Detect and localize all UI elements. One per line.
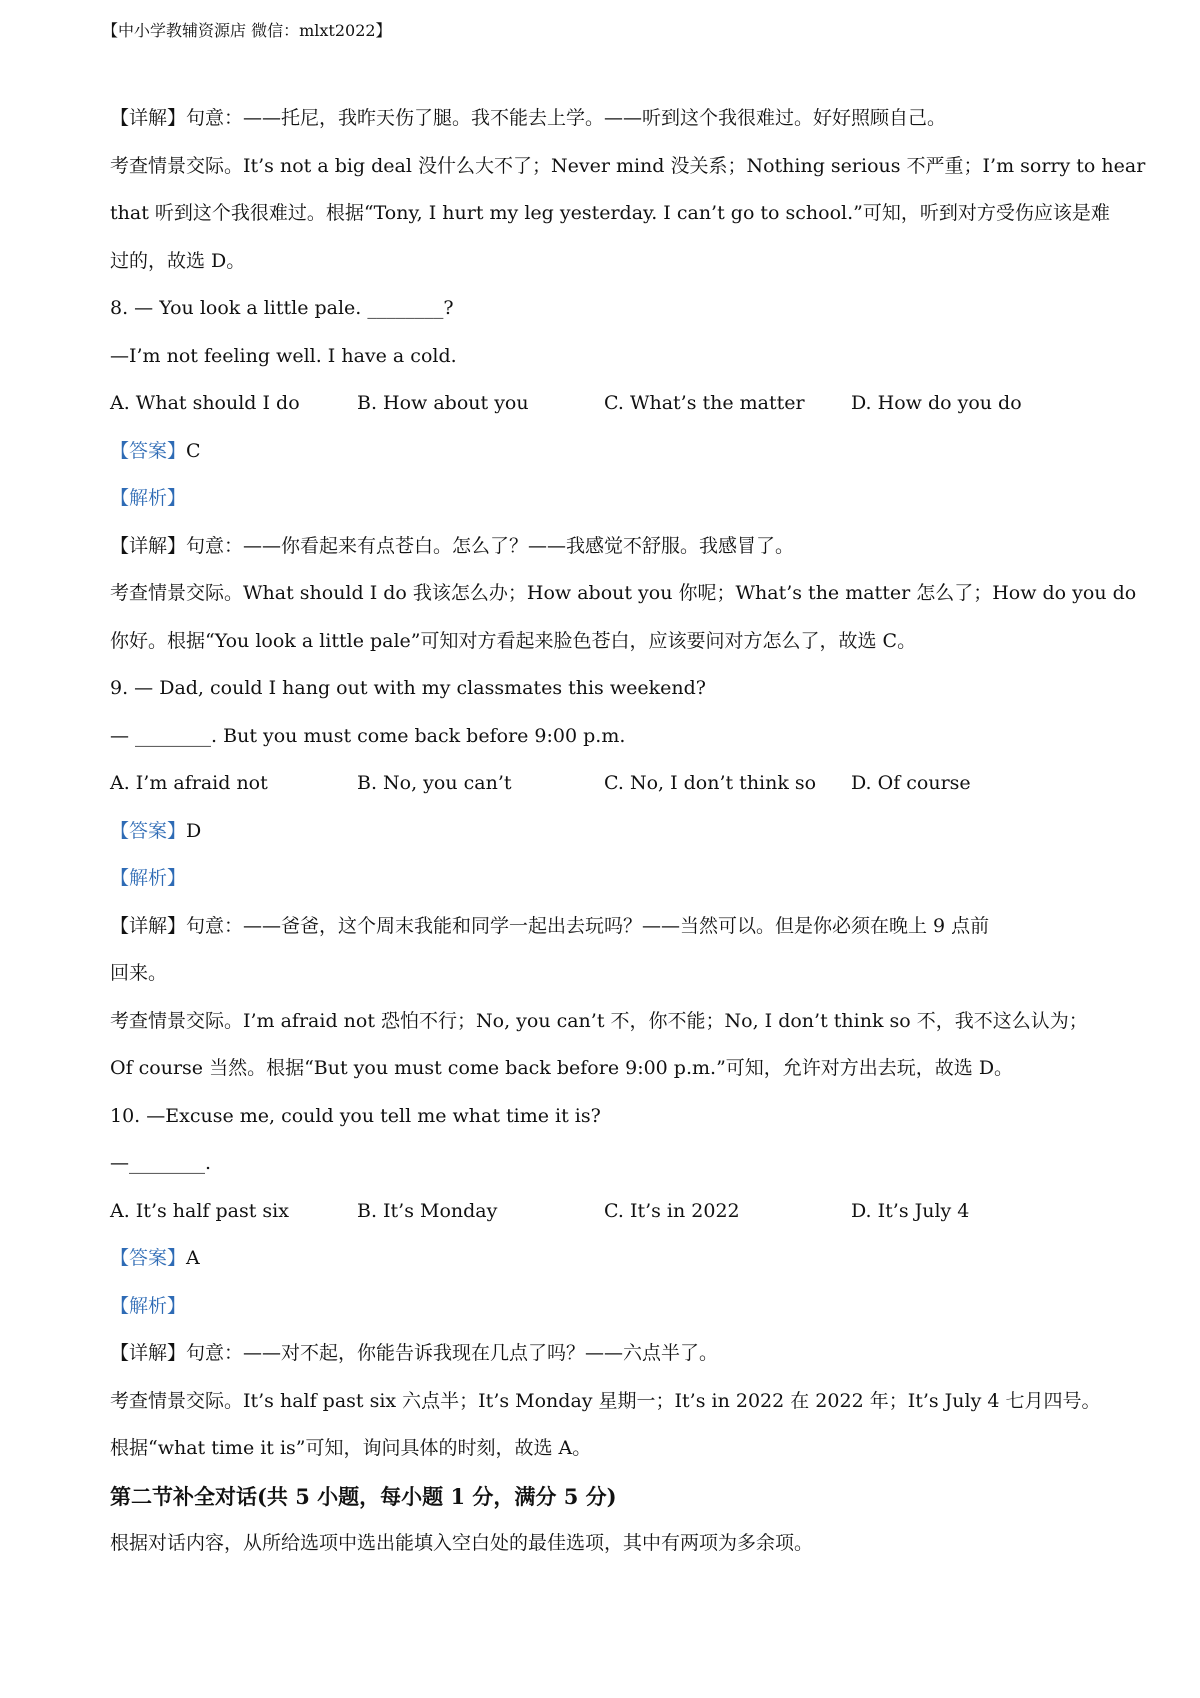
q8-answer	[110, 428, 1100, 476]
q8-answer-value: C	[186, 439, 201, 462]
answer-tag: 【答案】	[110, 819, 187, 842]
q10-options	[110, 1188, 1100, 1236]
q9-answer-value: D	[186, 819, 202, 842]
q10-explanation-line-1: 考查情景交际。It’s half past six 六点半；It’s Monday 星期一；It’s in 2022 在 2022 年；It’s July 4 七月四号。	[110, 1389, 1101, 1412]
q9-options	[110, 760, 1100, 808]
q8-option-a: A. What should I do	[110, 392, 300, 414]
q10-option-b: B. It’s Monday	[357, 1199, 498, 1222]
q10-reply: —________.	[110, 1152, 212, 1174]
answer-tag: 【答案】	[110, 1247, 187, 1269]
page-header: 【中小学教辅资源店 微信：mlxt2022】	[102, 21, 392, 40]
q8-option-d: D. How do you do	[851, 392, 1022, 414]
q9-analysis-tag: 【解析】	[110, 867, 187, 889]
document-body	[110, 95, 1146, 1568]
answer-tag: 【答案】	[110, 439, 187, 462]
q8-explanation-line-1: 考查情景交际。What should I do 我该怎么办；How about you 你呢；What’s the matter 怎么了；How do you do	[110, 582, 1137, 604]
q9-option-b: B. No, you can’t	[357, 772, 512, 794]
q10-analysis-tag: 【解析】	[110, 1294, 187, 1317]
q8-reply: —I’m not feeling well. I have a cold.	[110, 344, 457, 367]
q8-analysis-tag: 【解析】	[110, 487, 187, 509]
q9-answer	[110, 808, 1100, 856]
q9-explanation-line-1: 考查情景交际。I’m afraid not 恐怕不行；No, you can’t 不，你不能；No, I don’t think so 不，我不这么认为；	[110, 1009, 1088, 1032]
q7-explanation-line-1: 考查情景交际。It’s not a big deal 没什么大不了；Never mind 没关系；Nothing serious 不严重；I’m sorry to hear	[110, 154, 1146, 177]
q8-stem: 8. — You look a little pale. ________?	[110, 297, 454, 319]
q9-explanation-line-2: Of course 当然。根据“But you must come back before 9:00 p.m.”可知，允许对方出去玩，故选 D。	[110, 1057, 1014, 1079]
q9-detail-line-1: 【详解】句意：——爸爸，这个周末我能和同学一起出去玩吗？——当然可以。但是你必须在晚上 9 点前	[110, 914, 990, 937]
q10-option-d: D. It’s July 4	[851, 1199, 970, 1222]
q9-option-c: C. No, I don’t think so	[604, 772, 817, 794]
q8-explanation-line-2: 你好。根据“You look a little pale”可知对方看起来脸色苍白，应该要问对方怎么了，故选 C。	[110, 629, 917, 652]
q10-detail: 【详解】句意：——对不起，你能告诉我现在几点了吗？——六点半了。	[110, 1342, 719, 1364]
q8-options	[110, 380, 1100, 428]
q10-option-a: A. It’s half past six	[110, 1199, 289, 1222]
section-instruction: 根据对话内容，从所给选项中选出能填入空白处的最佳选项，其中有两项为多余项。	[110, 1532, 814, 1554]
q7-explanation-line-2: that 听到这个我很难过。根据“Tony, I hurt my leg yesterday. I can’t go to school.”可知，听到对方受伤应该是难	[110, 202, 1110, 224]
section-title: 第二节补全对话(共 5 小题，每小题 1 分，满分 5 分)	[110, 1483, 617, 1509]
q9-detail-line-2: 回来。	[110, 962, 168, 984]
q10-answer-value: A	[186, 1247, 200, 1269]
q8-detail: 【详解】句意：——你看起来有点苍白。怎么了？——我感觉不舒服。我感冒了。	[110, 534, 795, 557]
q8-option-c: C. What’s the matter	[604, 392, 805, 414]
q9-reply: — ________. But you must come back before 9:00 p.m.	[110, 724, 626, 747]
q10-explanation-line-2: 根据“what time it is”可知，询问具体的时刻，故选 A。	[110, 1437, 592, 1459]
q9-stem: 9. — Dad, could I hang out with my classmates this weekend?	[110, 677, 706, 699]
q10-stem: 10. —Excuse me, could you tell me what time it is?	[110, 1104, 601, 1127]
q7-explanation-line-3: 过的，故选 D。	[110, 249, 246, 272]
q10-option-c: C. It’s in 2022	[604, 1199, 740, 1222]
q8-option-b: B. How about you	[357, 392, 529, 414]
q7-detail: 【详解】句意：——托尼，我昨天伤了腿。我不能去上学。——听到这个我很难过。好好照顾自己。	[110, 107, 947, 129]
q9-option-d: D. Of course	[851, 772, 971, 794]
q10-answer	[110, 1235, 1100, 1283]
q9-option-a: A. I’m afraid not	[110, 772, 268, 794]
